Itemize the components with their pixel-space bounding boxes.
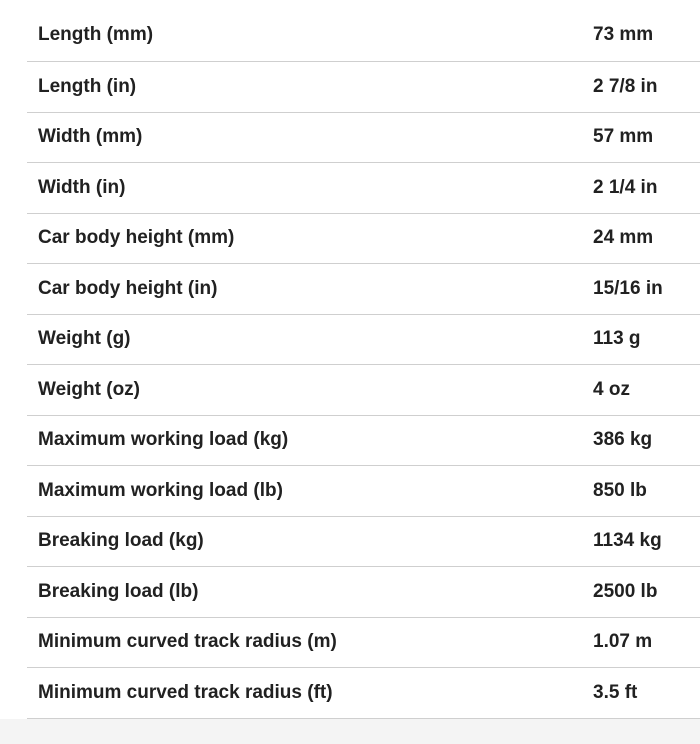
spec-value: 15/16 in	[593, 277, 663, 299]
table-row	[27, 365, 700, 416]
spec-label: Minimum curved track radius (ft)	[38, 681, 333, 703]
table-row	[27, 618, 700, 669]
table-row	[27, 668, 700, 719]
spec-label: Maximum working load (kg)	[38, 429, 289, 450]
table-row	[27, 113, 700, 164]
spec-label: Car body height (in)	[38, 277, 218, 299]
table-row	[27, 315, 700, 366]
spec-value: 73 mm	[593, 24, 654, 45]
spec-label: Car body height (mm)	[38, 227, 235, 248]
table-row	[27, 264, 700, 315]
spec-label: Weight (g)	[38, 328, 131, 349]
spec-value: 1134 kg	[593, 530, 662, 551]
spec-value: 4 oz	[593, 378, 630, 400]
table-row	[27, 214, 700, 265]
spec-value: 850 lb	[593, 479, 647, 501]
spec-value: 1.07 m	[593, 631, 653, 652]
table-row	[27, 567, 700, 618]
spec-value: 2 7/8 in	[593, 75, 658, 97]
spec-label: Width (in)	[38, 176, 126, 198]
table-row	[27, 466, 700, 517]
table-row	[27, 62, 700, 113]
spec-label: Weight (oz)	[38, 378, 141, 400]
spec-value: 2500 lb	[593, 580, 658, 602]
spec-label: Length (in)	[38, 75, 137, 97]
spec-value: 57 mm	[593, 126, 654, 147]
spec-label: Minimum curved track radius (m)	[38, 631, 337, 652]
spec-label: Length (mm)	[38, 24, 154, 45]
table-row	[27, 0, 700, 62]
table-row	[27, 517, 700, 568]
spec-label: Width (mm)	[38, 126, 143, 147]
spec-value: 113 g	[593, 328, 641, 349]
spec-value: 2 1/4 in	[593, 176, 658, 198]
spec-value: 3.5 ft	[593, 681, 638, 703]
spec-label: Breaking load (lb)	[38, 580, 199, 602]
table-row	[27, 163, 700, 214]
spec-value: 24 mm	[593, 227, 654, 248]
spec-label: Breaking load (kg)	[38, 530, 204, 551]
spec-value: 386 kg	[593, 429, 653, 450]
spec-label: Maximum working load (lb)	[38, 479, 283, 501]
table-row	[27, 416, 700, 467]
